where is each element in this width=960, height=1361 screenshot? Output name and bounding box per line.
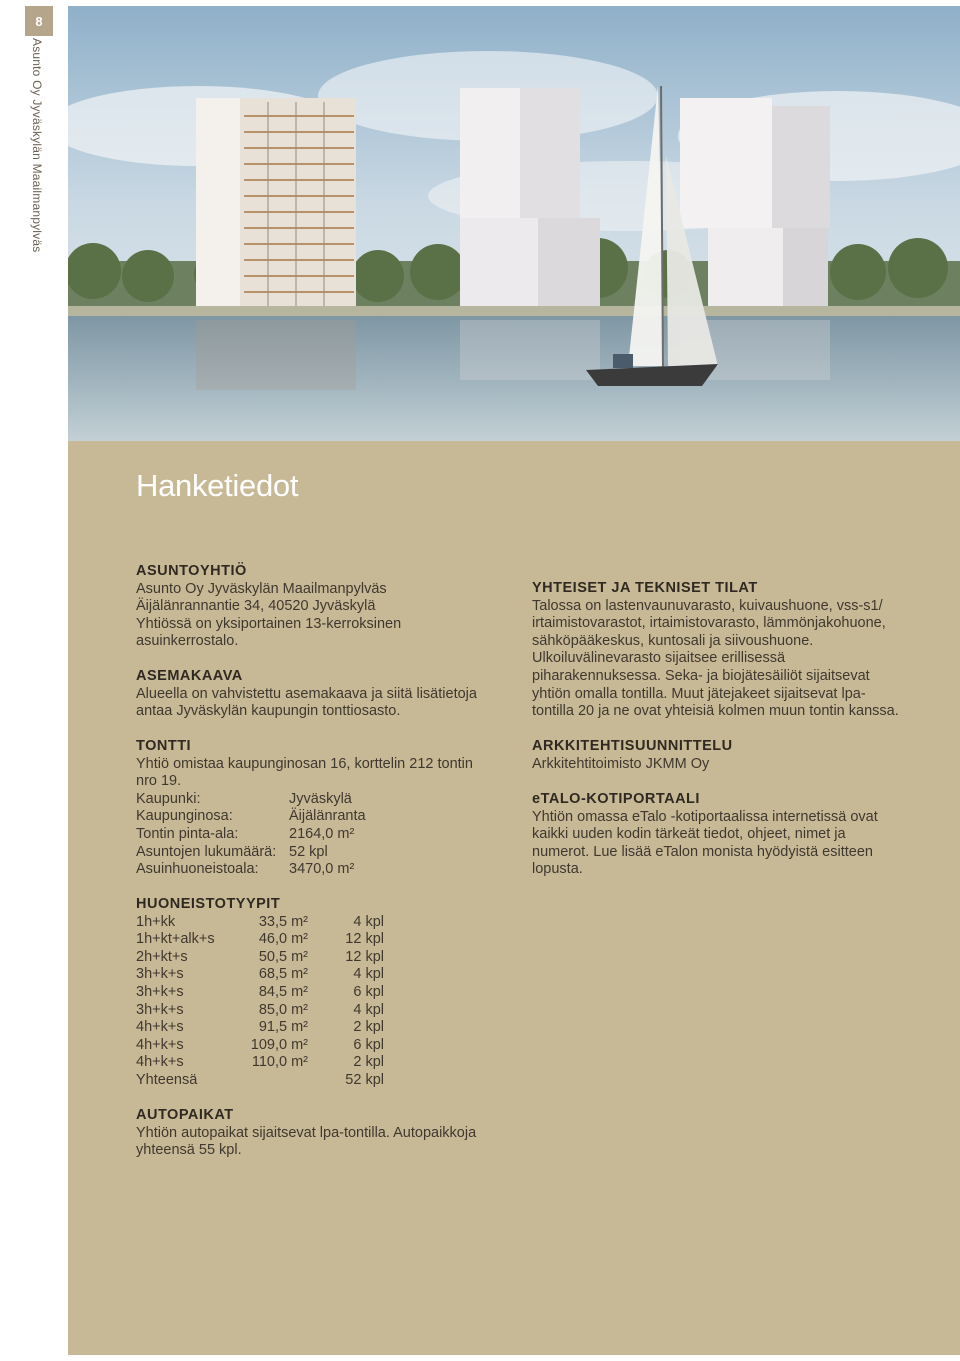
text-line: tontilla 20 ja ne ovat yhteisiä kolmen muun tontin kanssa. [532,703,899,720]
fact-value: Jyväskylä [289,790,352,807]
total-count: 52 kpl [345,1071,384,1088]
apartment-type: 4h+k+s [136,1019,184,1036]
text-line: antaa Jyväskylän kaupungin tonttiosasto. [136,703,401,720]
apartment-count: 2 kpl [353,1019,384,1036]
fact-label: Asuinhuoneistoala: [136,861,259,878]
table-row [136,826,366,844]
apartment-type: 3h+k+s [136,983,184,1000]
page-title: Hanketiedot [136,468,299,503]
section-tontti [136,738,473,879]
text-line: numerot. Lue lisää eTalon monista hyödyistä esitteen [532,843,873,860]
fact-label: Tontin pinta-ala: [136,825,239,842]
table-row [136,1054,384,1072]
apartment-area: 91,5 m² [258,1019,308,1036]
section-huoneistotyypit [136,896,384,1090]
apartment-area: 84,5 m² [258,983,308,1000]
apartment-type: 3h+k+s [136,966,184,983]
section-heading: ASUNTOYHTIÖ [136,563,247,579]
text-line: Talossa on lastenvaunuvarasto, kuivaushuone, vss-s1/ [532,597,883,614]
section-heading: HUONEISTOTYYPIT [136,896,281,912]
section-arkkitehtisuunnittelu [532,738,733,773]
section-asuntoyhtio [136,563,401,651]
table-row [136,949,384,967]
fact-value: 2164,0 m² [289,825,355,842]
apartment-count: 2 kpl [353,1054,384,1071]
text-line: Yhtiössä on yksiportainen 13-kerroksinen [136,615,402,632]
fact-label: Asuntojen lukumäärä: [136,843,277,860]
apartment-area: 110,0 m² [251,1054,308,1071]
apartment-count: 4 kpl [353,913,384,930]
fact-label: Kaupunginosa: [136,808,233,825]
apartment-area: 68,5 m² [258,966,308,983]
apartment-count: 4 kpl [353,966,384,983]
section-heading: TONTTI [136,738,192,754]
apartment-count: 4 kpl [353,1001,384,1018]
fact-value: Äijälänranta [289,808,366,825]
apartment-count: 12 kpl [345,948,384,965]
apartment-types-table [136,914,384,1090]
text-line: lopusta. [532,861,583,878]
section-heading: eTALO-KOTIPORTAALI [532,791,700,807]
text-line: Arkkitehtitoimisto JKMM Oy [532,755,710,772]
table-row [136,931,384,949]
text-line: yhteensä 55 kpl. [136,1142,242,1159]
total-label: Yhteensä [136,1071,198,1088]
apartment-area: 109,0 m² [250,1036,308,1053]
text-line: Yhtiön omassa eTalo -kotiportaalissa internetissä ovat [532,808,878,825]
apartment-area: 50,5 m² [258,948,308,965]
table-row [136,1037,384,1055]
apartment-type: 1h+kt+alk+s [136,931,215,948]
apartment-count: 6 kpl [353,983,384,1000]
table-row [136,808,366,826]
apartment-count: 6 kpl [353,1036,384,1053]
section-heading: AUTOPAIKAT [136,1107,234,1123]
plot-facts-table [136,791,366,879]
text-line: nro 19. [136,773,182,790]
section-heading: YHTEISET JA TEKNISET TILAT [532,580,758,596]
text-line: sähköpääkeskus, kuntosali ja siivoushuone. [532,632,814,649]
text-line: irtaimistovarastot, irtaimistovarasto, lämmönjakohuone, [532,615,886,632]
table-row [136,1002,384,1020]
total-row [136,1072,384,1090]
text-line: Yhtiön autopaikat sijaitsevat lpa-tontilla. Autopaikkoja [136,1124,477,1141]
table-row [136,844,366,862]
apartment-type: 2h+kt+s [136,948,188,965]
table-row [136,914,384,932]
text-line: kaikki uuden kodin tärkeät tiedot, ohjeet, nimet ja [532,826,846,843]
text-line: Yhtiö omistaa kaupunginosan 16, korttelin 212 tontin [136,755,473,772]
apartment-type: 3h+k+s [136,1001,184,1018]
apartment-area: 85,0 m² [258,1001,308,1018]
section-asemakaava [136,668,477,721]
text-line: piharakennuksessa. Seka- ja biojätesäiliöt sijaitsevat [532,667,870,684]
text-line: Asunto Oy Jyväskylän Maailmanpylväs [136,580,387,597]
table-row [136,984,384,1002]
fact-value: 3470,0 m² [289,861,355,878]
section-autopaikat [136,1107,476,1160]
section-heading: ARKKITEHTISUUNNITTELU [532,738,733,754]
table-row [136,791,366,809]
apartment-type: 4h+k+s [136,1054,184,1071]
section-heading: ASEMAKAAVA [136,668,243,684]
text-line: Alueella on vahvistettu asemakaava ja siitä lisätietoja [136,685,477,702]
running-header: Asunto Oy Jyväskylän Maailmanpylväs [30,38,44,253]
apartment-type: 1h+kk [136,913,176,930]
text-line: yhtiön omalla tontilla. Muut jätejakeet sijaitsevat lpa- [532,685,866,702]
fact-value: 52 kpl [289,843,328,860]
section-yhteiset-tilat [532,580,899,721]
fact-label: Kaupunki: [136,790,201,807]
table-row [136,861,366,879]
apartment-type: 4h+k+s [136,1036,184,1053]
apartment-area: 46,0 m² [258,931,308,948]
apartment-count: 12 kpl [345,931,384,948]
table-row [136,966,384,984]
hero-image [68,6,960,441]
text-line: Ulkoiluvälinevarasto sijaitsee erillisessä [532,650,786,667]
page-number: 8 [25,6,53,36]
table-row [136,1019,384,1037]
section-etalo [532,791,878,879]
apartment-area: 33,5 m² [258,913,308,930]
text-line: Äijälänrannantie 34, 40520 Jyväskylä [136,598,376,615]
text-line: asuinkerrostalo. [136,633,239,650]
